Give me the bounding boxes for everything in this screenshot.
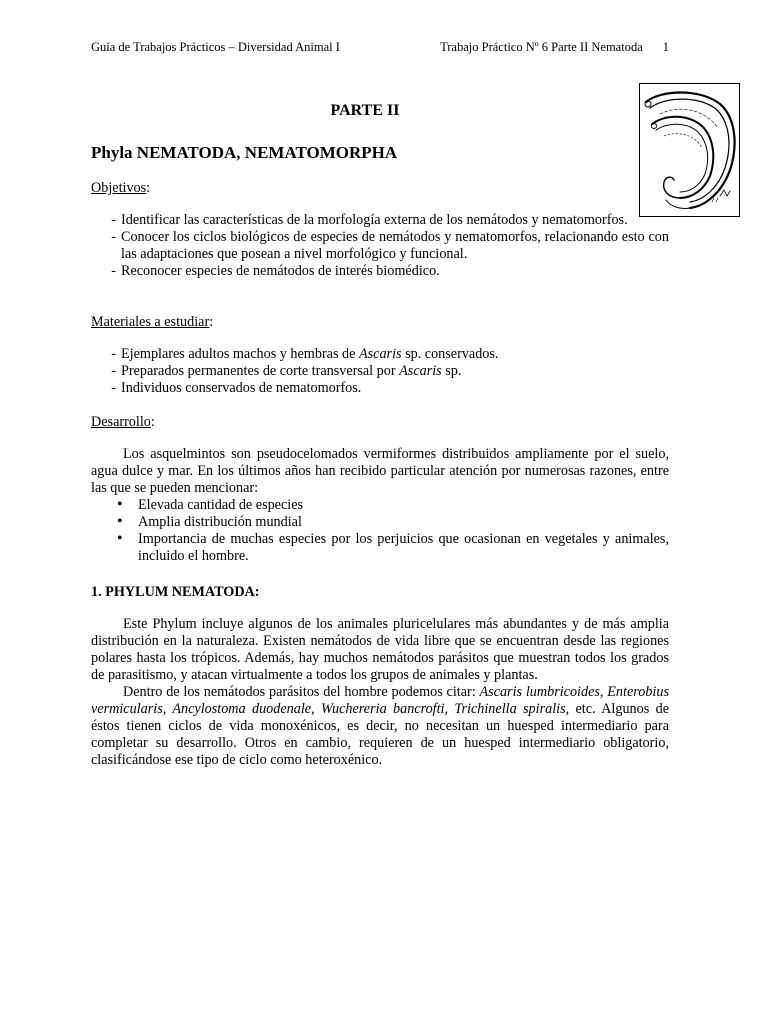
- page-number: 1: [662, 40, 669, 54]
- paragraph: Dentro de los nemátodos parásitos del hombre podemos citar: Ascaris lumbricoides, Enterobius vermicularis, Ancylostoma duodenale, Wuchereria bancrofti, Trichinella spiralis, etc. Algunos de éstos tienen ciclos de vida monoxénicos, es decir, no necesitan un huesped intermediario para completar su desarrollo. Otros en cambio, requieren de un huesped intermediario obligatorio, clasificándose ese tipo de ciclo como heteroxénico.: [91, 684, 669, 768]
- list-item: - Identificar las características de la morfología externa de los nemátodos y nematomorfos.: [91, 212, 669, 229]
- list-item: - Individuos conservados de nematomorfos.: [91, 380, 669, 397]
- list-item: • Elevada cantidad de especies: [91, 497, 669, 514]
- page-header: [91, 40, 669, 55]
- part-title: PARTE II: [330, 102, 400, 119]
- phylum-heading: 1. PHYLUM NEMATODA:: [91, 584, 260, 600]
- header-left: Guía de Trabajos Prácticos – Diversidad Animal I: [91, 40, 340, 54]
- list-item: - Reconocer especies de nemátodos de interés biomédico.: [91, 263, 669, 280]
- list-item: • Importancia de muchas especies por los perjuicios que ocasionan en vegetales y animales, incluido el hombre.: [91, 531, 669, 565]
- objetivos-list: [91, 212, 669, 280]
- materiales-list: [91, 346, 669, 397]
- list-item: - Preparados permanentes de corte transversal por Ascaris sp.: [91, 363, 669, 380]
- list-item: • Amplia distribución mundial: [91, 514, 669, 531]
- section-title: Phyla NEMATODA, NEMATOMORPHA: [91, 143, 398, 162]
- list-item: - Ejemplares adultos machos y hembras de Ascaris sp. conservados.: [91, 346, 669, 363]
- desarrollo-body: [91, 446, 669, 565]
- materiales-heading: Materiales a estudiar:: [91, 314, 214, 330]
- phylum-body: [91, 616, 669, 769]
- objetivos-heading: Objetivos:: [91, 180, 151, 196]
- paragraph: Los asquelmintos son pseudocelomados vermiformes distribuidos ampliamente por el suelo, agua dulce y mar. En los últimos años han recibido particular atención por numerosas razones, entre las que se pueden mencionar:: [91, 446, 669, 496]
- paragraph: Este Phylum incluye algunos de los animales pluricelulares más abundantes y de más amplia distribución en la naturaleza. Existen nemátodos de vida libre que se encuentran desde las regiones polares hasta los trópicos. Además, hay muchos nemátodos parásitos que muestran todos los grados de parasitismo, y atacan virtualmente a todos los grupos de animales y plantas.: [91, 616, 669, 683]
- list-item: - Conocer los ciclos biológicos de especies de nemátodos y nematomorfos, relacionando esto con las adaptaciones que posean a nivel morfológico y funcional.: [91, 229, 669, 263]
- header-right: Trabajo Práctico Nº 6 Parte II Nematoda: [440, 40, 643, 54]
- desarrollo-heading: Desarrollo:: [91, 414, 155, 430]
